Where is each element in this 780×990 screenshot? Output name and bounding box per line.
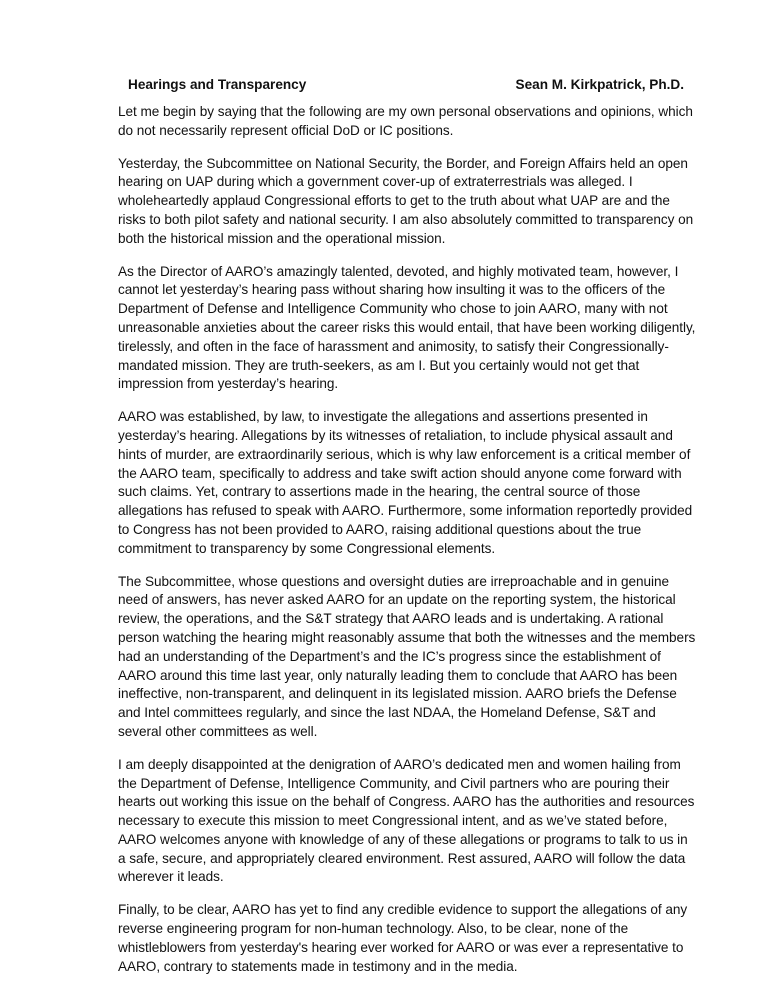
paragraph-3: As the Director of AARO’s amazingly talented, devoted, and highly motivated team, however, I cannot let yesterday’s hearing pass without sharing how insulting it was to the officers of the Department of Defense and Intelligence Community who chose to join AARO, many with not unreasonable anxieties about the career risks this would entail, that have been working diligently, tirelessly, and often in the face of harassment and animosity, to satisfy their Congressionally-mandated mission. They are truth-seekers, as am I. But you certainly would not get that impression from yesterday’s hearing. <box>118 263 696 392</box>
document-title: Hearings and Transparency <box>128 77 307 92</box>
paragraph-5: The Subcommittee, whose questions and oversight duties are irreproachable and in genuine need of answers, has never asked AARO for an update on the reporting system, the historical review, the operations, and the S&T strategy that AARO leads and is undertaking. A rational person watching the hearing might reasonably assume that both the witnesses and the members had an understanding of the Department’s and the IC’s progress since the establishment of AARO around this time last year, only naturally leading them to conclude that AARO has been ineffective, non-transparent, and delinquent in its legislated mission. AARO briefs the Defense and Intel committees regularly, and since the last NDAA, the Homeland Defense, S&T and several other committees as well. <box>118 573 696 739</box>
paragraph-2: Yesterday, the Subcommittee on National Security, the Border, and Foreign Affairs held an open hearing on UAP during which a government cover-up of extraterrestrials was alleged. I wholeheartedly applaud Congressional efforts to get to the truth about what UAP are and the risks to both pilot safety and national security. I am also absolutely committed to transparency on both the historical mission and the operational mission. <box>118 155 694 246</box>
paragraph-6: I am deeply disappointed at the denigration of AARO’s dedicated men and women hailing from the Department of Defense, Intelligence Community, and Civil partners who are pouring their hearts out working this issue on the behalf of Congress. AARO has the authorities and resources necessary to execute this mission to meet Congressional intent, and as we’ve stated before, AARO welcomes anyone with knowledge of any of these allegations or programs to talk to us in a safe, secure, and appropriately cleared environment. Rest assured, AARO will follow the data wherever it leads. <box>118 756 695 885</box>
paragraph-4: AARO was established, by law, to investigate the allegations and assertions presented in yesterday’s hearing. Allegations by its witnesses of retaliation, to include physical assault and hints of murder, are extraordinarily serious, which is why law enforcement is a critical member of the AARO team, specifically to address and take swift action should anyone come forward with such claims. Yet, contrary to assertions made in the hearing, the central source of those allegations has refused to speak with AARO. Furthermore, some information reportedly provided to Congress has not been provided to AARO, raising additional questions about the true commitment to transparency by some Congressional elements. <box>118 409 693 556</box>
document-author: Sean M. Kirkpatrick, Ph.D. <box>515 77 684 92</box>
paragraph-7: Finally, to be clear, AARO has yet to find any credible evidence to support the allegations of any reverse engineering program for non-human technology. Also, to be clear, none of the whistleblowers from yesterday's hearing ever worked for AARO or was ever a representative to AARO, contrary to statements made in testimony and in the media. <box>118 902 688 974</box>
document-page <box>118 76 698 990</box>
paragraph-1: Let me begin by saying that the following are my own personal observations and opinions, which do not necessarily represent official DoD or IC positions. <box>118 104 693 138</box>
document-header <box>118 76 698 94</box>
